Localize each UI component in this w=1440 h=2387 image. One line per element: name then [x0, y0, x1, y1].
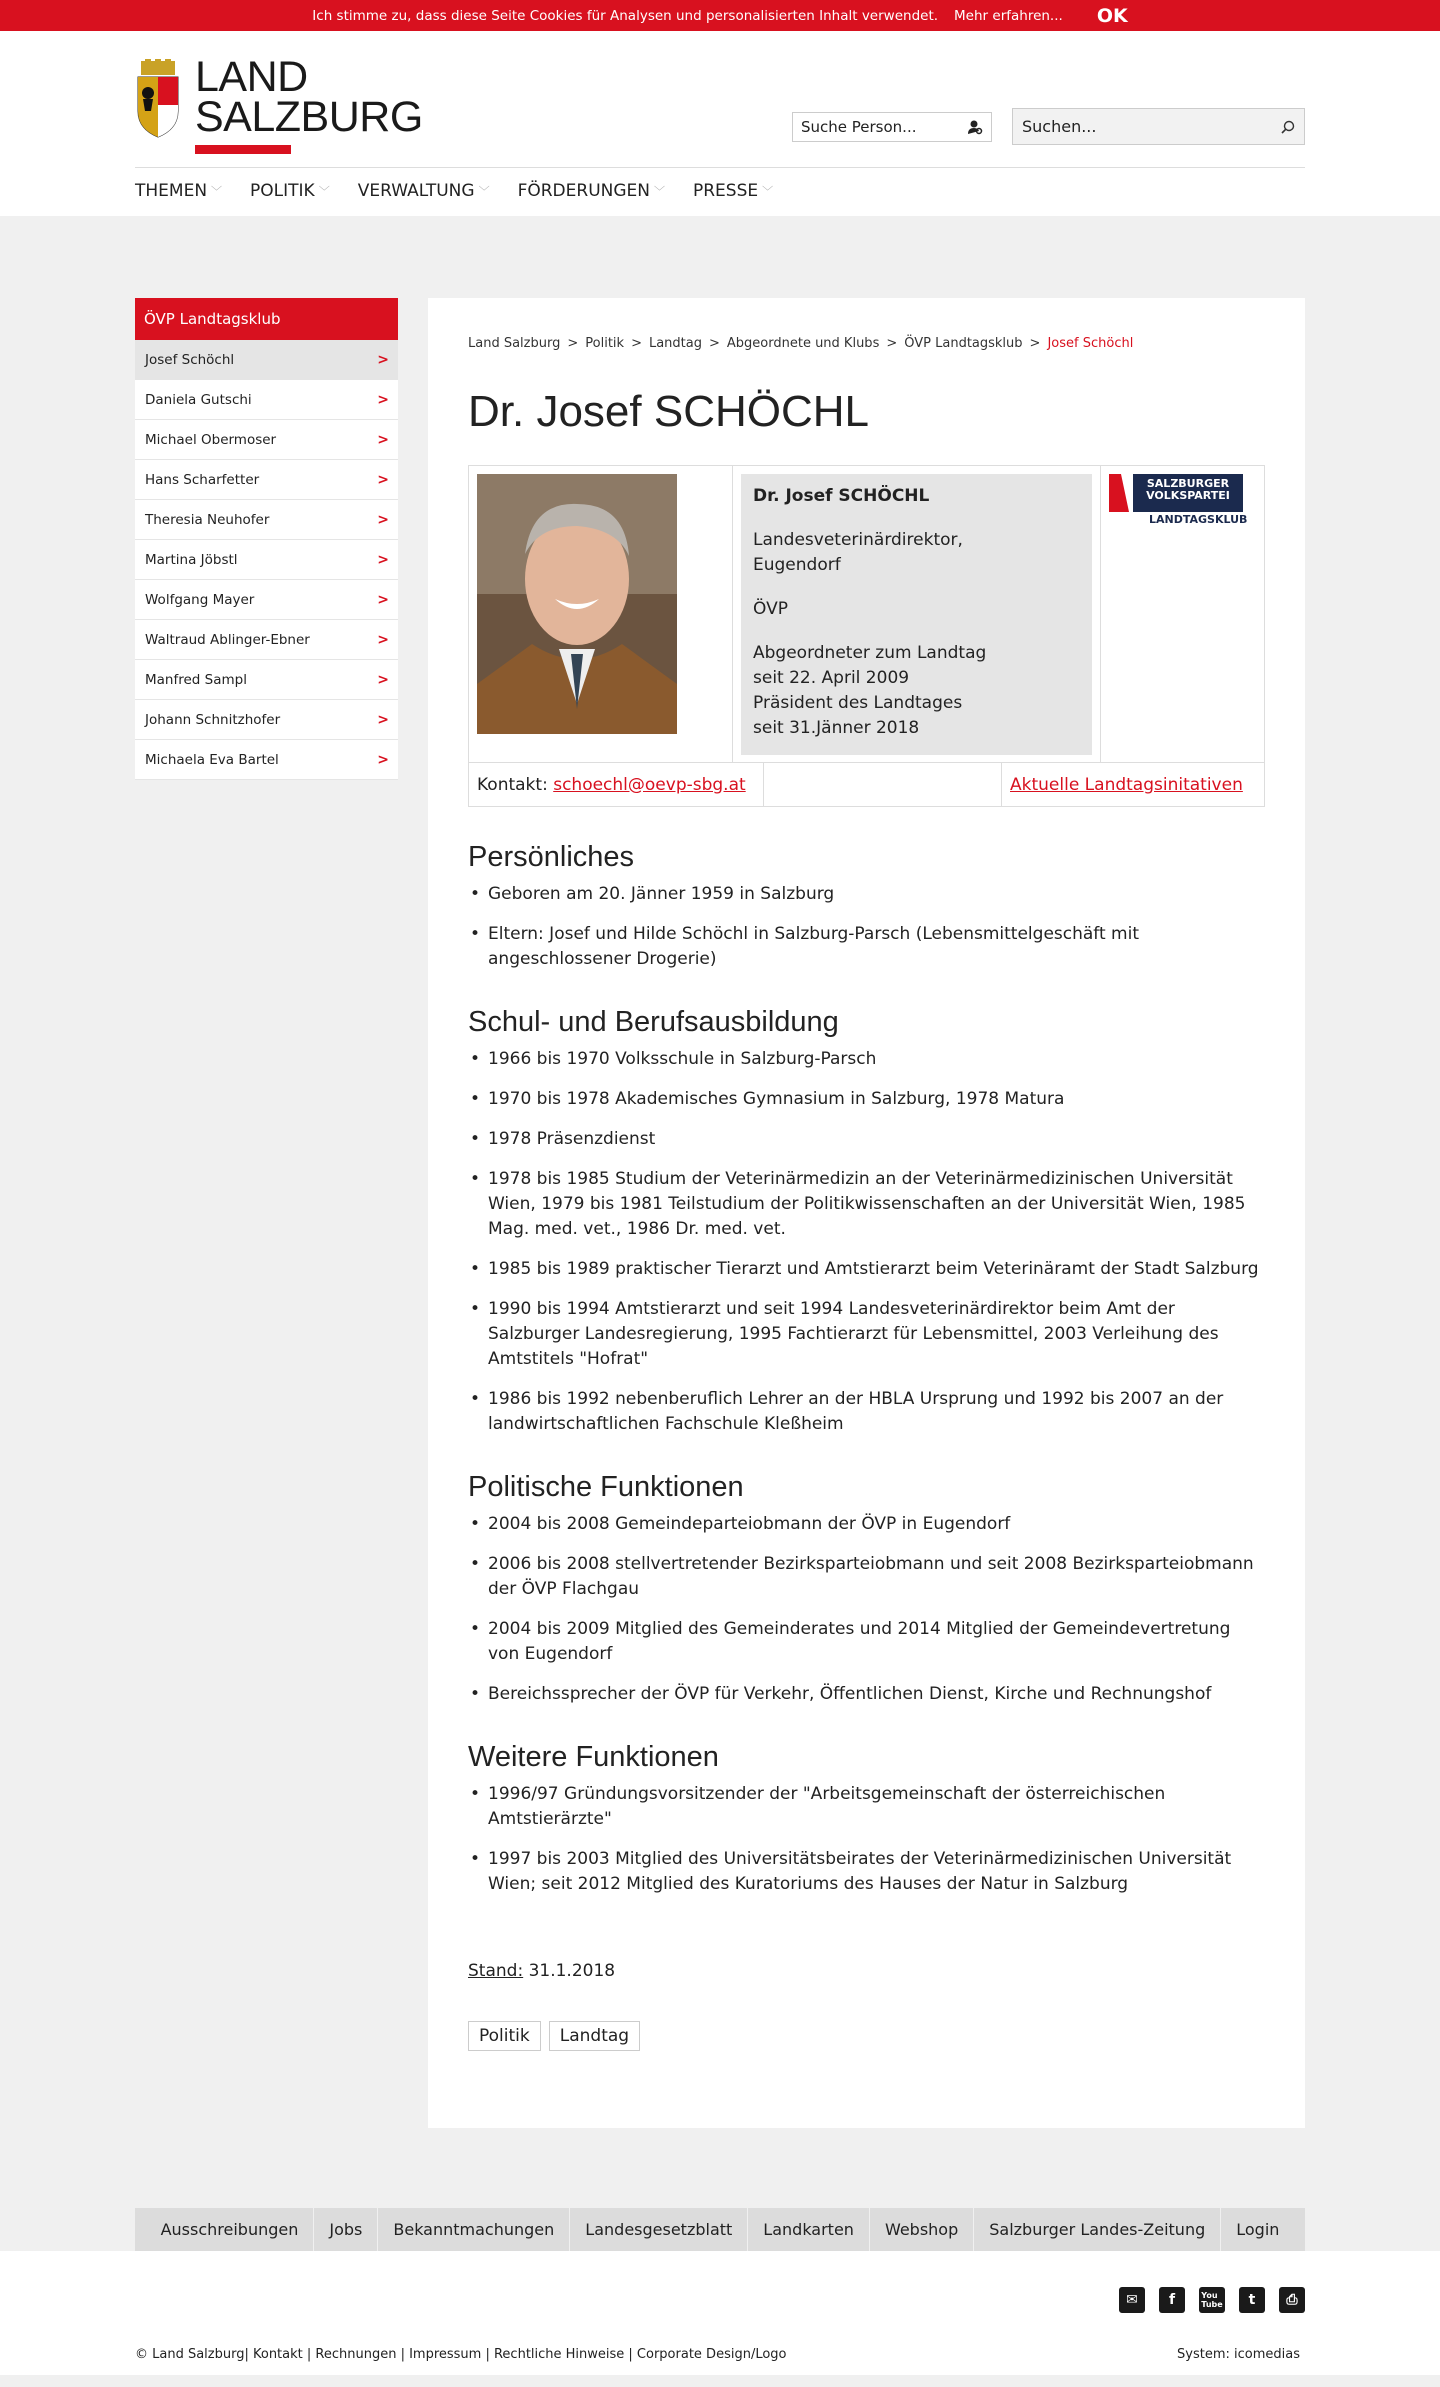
tag-landtag[interactable]: Landtag: [549, 2021, 640, 2051]
sidebar-item[interactable]: Daniela Gutschi >: [135, 380, 398, 420]
print-icon[interactable]: ⎙: [1279, 2287, 1305, 2313]
facebook-icon[interactable]: f: [1159, 2287, 1185, 2313]
breadcrumb-item[interactable]: ÖVP Landtagsklub: [904, 336, 1023, 351]
breadcrumb: Land Salzburg > Politik > Landtag > Abgeordnete und Klubs > ÖVP Landtagsklub > Josef Schöchl: [468, 336, 1134, 351]
search-icon[interactable]: [1281, 120, 1295, 134]
footer-bottom: [0, 2251, 1440, 2375]
profile-info: [741, 474, 1092, 755]
chevron-down-icon: ﹀: [478, 185, 490, 198]
chevron-right-icon: >: [377, 391, 389, 408]
sidebar-item[interactable]: Michael Obermoser >: [135, 420, 398, 460]
person-search-placeholder: Suche Person...: [801, 118, 917, 136]
twitter-icon[interactable]: t: [1239, 2287, 1265, 2313]
logo-bar: [195, 145, 291, 154]
logo-line-1: LAND: [195, 53, 308, 101]
party-logo-line2: VOLKSPARTEI: [1146, 489, 1230, 502]
party-logo-line3: LANDTAGSKLUB: [1149, 513, 1248, 526]
list-item: • 1978 bis 1985 Studium der Veterinärmedizin an der Veterinärmedizinischen Universität Wien, 1979 bis 1981 Teilstudium der Politikwissenschaften an der Universität Wien, 1985 Mag. med. vet., 1986 Dr. med. vet.: [468, 1167, 1265, 1242]
coat-of-arms-icon: [135, 59, 181, 139]
list-item: • 1970 bis 1978 Akademisches Gymnasium in Salzburg, 1978 Matura: [468, 1087, 1265, 1112]
list-item: • Eltern: Josef und Hilde Schöchl in Salzburg-Parsch (Lebensmittelgeschäft mit angeschlossener Drogerie): [468, 922, 1265, 972]
system-credit: System: icomedias: [1177, 2347, 1300, 2362]
cookie-text: Ich stimme zu, dass diese Seite Cookies für Analysen und personalisierten Inhalt verwendet.: [312, 7, 939, 24]
breadcrumb-current: Josef Schöchl: [1047, 336, 1134, 351]
chevron-right-icon: >: [377, 351, 389, 368]
sidebar: [135, 298, 398, 2128]
portrait-photo: [477, 474, 677, 734]
list-item: • 1966 bis 1970 Volksschule in Salzburg-Parsch: [468, 1047, 1265, 1072]
footer-links: [135, 2208, 1305, 2251]
contact-label: Kontakt:: [477, 774, 548, 795]
chevron-right-icon: >: [377, 711, 389, 728]
section-weitere-funktionen: [468, 1741, 1265, 1897]
chevron-down-icon: ﹀: [762, 185, 774, 198]
legal-links[interactable]: © Land Salzburg| Kontakt | Rechnungen | Impressum | Rechtliche Hinweise | Corporate Design/Logo: [135, 2347, 787, 2362]
list-item: • 2006 bis 2008 stellvertretender Bezirksparteiobmann und seit 2008 Bezirksparteiobmann der ÖVP Flachgau: [468, 1552, 1265, 1602]
nav-item-verwaltung[interactable]: VERWALTUNG ﹀: [357, 181, 490, 201]
nav-item-politik[interactable]: POLITIK ﹀: [250, 181, 330, 201]
section-title: Weitere Funktionen: [468, 1741, 719, 1773]
page-title: Dr. Josef SCHÖCHL: [468, 387, 869, 436]
last-updated: [468, 1961, 1265, 1981]
breadcrumb-item[interactable]: Landtag: [648, 336, 702, 351]
header-divider: [135, 167, 1305, 168]
breadcrumb-item[interactable]: Abgeordnete und Klubs: [726, 336, 880, 351]
cookie-bar: [0, 0, 1440, 31]
list-item: • 1978 Präsenzdienst: [468, 1127, 1265, 1152]
sidebar-item[interactable]: Manfred Sampl >: [135, 660, 398, 700]
footer-link[interactable]: Ausschreibungen: [146, 2208, 315, 2251]
footer-link[interactable]: Bekanntmachungen: [378, 2208, 570, 2251]
main-nav: [135, 181, 773, 201]
chevron-right-icon: >: [377, 751, 389, 768]
profile-party: ÖVP: [753, 599, 788, 619]
profile-mandate-line1: Abgeordneter zum Landtag: [753, 643, 987, 663]
footer-link[interactable]: Landesgesetzblatt: [570, 2208, 748, 2251]
youtube-icon[interactable]: You Tube: [1199, 2287, 1225, 2313]
sidebar-item[interactable]: Josef Schöchl >: [135, 340, 398, 380]
chevron-right-icon: >: [377, 631, 389, 648]
tag-politik[interactable]: Politik: [468, 2021, 541, 2051]
site-search-placeholder: Suchen...: [1022, 117, 1097, 136]
profile-mandate-line3: Präsident des Landtages: [753, 693, 963, 713]
sidebar-title[interactable]: ÖVP Landtagsklub: [135, 298, 398, 340]
list-item: • Bereichssprecher der ÖVP für Verkehr, Öffentlichen Dienst, Kirche und Rechnungshof: [468, 1682, 1265, 1707]
chevron-right-icon: >: [377, 671, 389, 688]
last-updated-value: 31.1.2018: [528, 1961, 616, 1981]
site-search-input[interactable]: [1012, 108, 1305, 145]
sidebar-item[interactable]: Michaela Eva Bartel >: [135, 740, 398, 780]
section-persoenliches: [468, 841, 1265, 972]
sidebar-item[interactable]: Wolfgang Mayer >: [135, 580, 398, 620]
list-item: • 1986 bis 1992 nebenberuflich Lehrer an der HBLA Ursprung und 1992 bis 2007 an der landwirtschaftlichen Fachschule Kleßheim: [468, 1387, 1265, 1437]
person-search-input[interactable]: [792, 112, 992, 142]
logo-line-2: SALZBURG: [195, 93, 423, 141]
chevron-right-icon: >: [377, 551, 389, 568]
chevron-right-icon: >: [377, 471, 389, 488]
profile-mandate-line2: seit 22. April 2009: [753, 668, 910, 688]
person-search-icon[interactable]: [967, 119, 983, 135]
chevron-right-icon: >: [377, 431, 389, 448]
footer-link[interactable]: Login: [1236, 2220, 1280, 2239]
site-header: [0, 31, 1440, 216]
profile-role-line2: Eugendorf: [753, 555, 841, 575]
party-logo: [1109, 474, 1256, 512]
nav-item-presse[interactable]: PRESSE ﹀: [692, 181, 774, 201]
footer-link[interactable]: Jobs: [314, 2208, 378, 2251]
main-content: [428, 298, 1305, 2128]
section-title: Politische Funktionen: [468, 1471, 744, 1503]
sidebar-item[interactable]: Waltraud Ablinger-Ebner >: [135, 620, 398, 660]
profile-name: Dr. Josef SCHÖCHL: [753, 486, 930, 506]
footer-link[interactable]: Salzburger Landes-Zeitung: [974, 2208, 1221, 2251]
contact-cell: [469, 763, 764, 806]
content-area: [135, 216, 1305, 2128]
footer-link[interactable]: Landkarten: [748, 2208, 870, 2251]
profile-mandate-line4: seit 31.Jänner 2018: [753, 718, 920, 738]
party-logo-line1: SALZBURGER: [1146, 477, 1230, 490]
cookie-ok-button[interactable]: OK: [1096, 4, 1128, 27]
list-item: • 1996/97 Gründungsvorsitzender der "Arbeitsgemeinschaft der österreichischen Amtstierärzte": [468, 1782, 1265, 1832]
chevron-down-icon: ﹀: [318, 185, 330, 198]
chevron-right-icon: >: [377, 511, 389, 528]
footer-link[interactable]: Webshop: [870, 2208, 974, 2251]
chevron-down-icon: ﹀: [211, 185, 223, 198]
site-logo[interactable]: [135, 53, 423, 154]
sidebar-item[interactable]: Johann Schnitzhofer >: [135, 700, 398, 740]
list-item: • 1997 bis 2003 Mitglied des Universitätsbeirates der Veterinärmedizinischen Universität Wien; seit 2012 Mitglied des Kuratoriums des Hauses der Natur in Salzburg: [468, 1847, 1265, 1897]
sidebar-item[interactable]: Martina Jöbstl >: [135, 540, 398, 580]
nav-item-themen[interactable]: THEMEN ﹀: [135, 181, 223, 201]
social-links: [1119, 2287, 1305, 2313]
section-ausbildung: [468, 1006, 1265, 1437]
cookie-more-link[interactable]: Mehr erfahren...: [954, 7, 1063, 24]
sidebar-item[interactable]: Theresia Neuhofer >: [135, 500, 398, 540]
list-item: • 2004 bis 2009 Mitglied des Gemeinderates und 2014 Mitglied der Gemeindevertretung von Eugendorf: [468, 1617, 1265, 1667]
list-item: • Geboren am 20. Jänner 1959 in Salzburg: [468, 882, 1265, 907]
chevron-down-icon: ﹀: [653, 185, 665, 198]
list-item: • 1990 bis 1994 Amtstierarzt und seit 1994 Landesveterinärdirektor beim Amt der Salzburger Landesregierung, 1995 Fachtierarzt für Lebensmittel, 2003 Verleihung des Amtstitels "Hofrat": [468, 1297, 1265, 1372]
mail-icon[interactable]: ✉: [1119, 2287, 1145, 2313]
portrait-image: [477, 474, 677, 734]
section-title: Schul- und Berufsausbildung: [468, 1006, 839, 1038]
initiatives-link[interactable]: Aktuelle Landtagsinitativen: [1010, 774, 1243, 795]
profile-role-line1: Landesveterinärdirektor,: [753, 530, 963, 550]
section-title: Persönliches: [468, 841, 635, 873]
list-item: • 2004 bis 2008 Gemeindeparteiobmann der ÖVP in Eugendorf: [468, 1512, 1265, 1537]
sidebar-item[interactable]: Hans Scharfetter >: [135, 460, 398, 500]
profile-card: [468, 465, 1265, 807]
tag-list: [468, 2021, 1265, 2051]
contact-email-link[interactable]: schoechl@oevp-sbg.at: [553, 774, 746, 795]
last-updated-label: Stand:: [468, 1961, 524, 1981]
breadcrumb-item[interactable]: Politik: [585, 336, 625, 351]
chevron-right-icon: >: [377, 591, 389, 608]
list-item: • 1985 bis 1989 praktischer Tierarzt und Amtstierarzt beim Veterinäramt der Stadt Salzburg: [468, 1257, 1265, 1282]
nav-item-foerderungen[interactable]: FÖRDERUNGEN ﹀: [517, 181, 665, 201]
section-politische-funktionen: [468, 1471, 1265, 1707]
breadcrumb-item[interactable]: Land Salzburg: [468, 336, 561, 351]
